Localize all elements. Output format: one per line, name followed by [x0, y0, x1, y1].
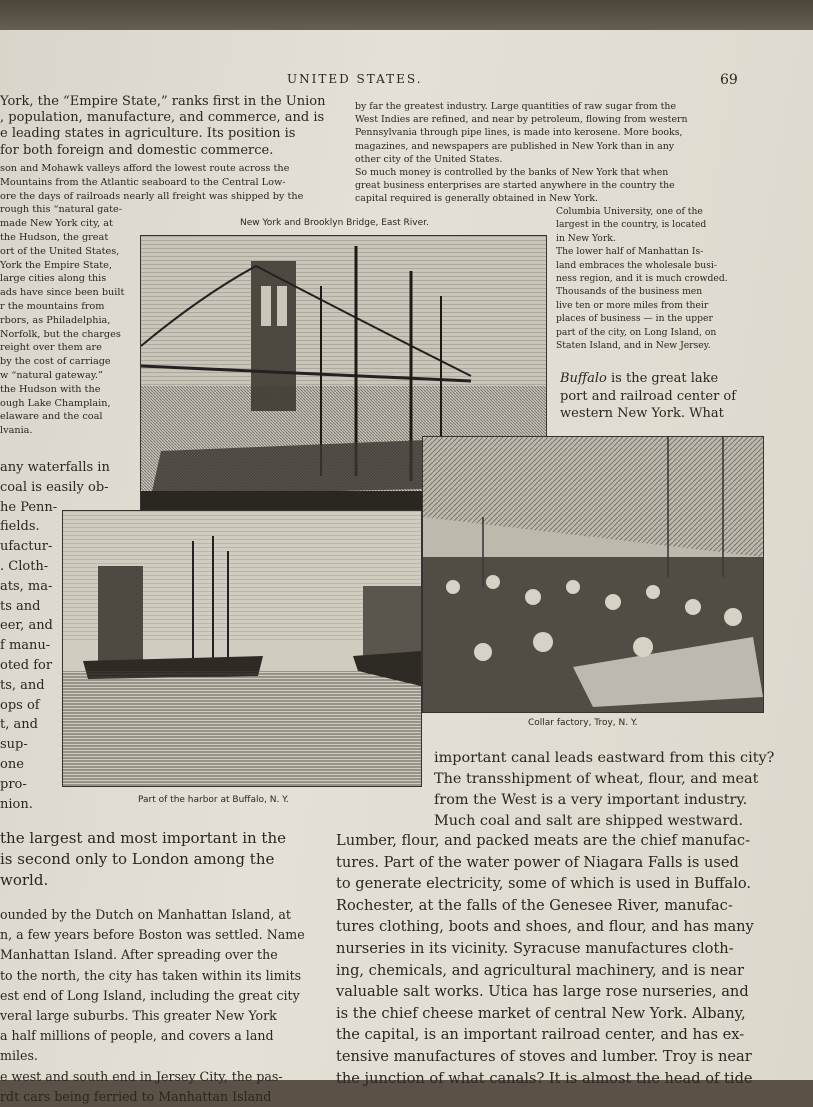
text-line: largest in the country, is located [556, 219, 707, 231]
buffalo-intro [560, 370, 736, 423]
text-line: reight over them are [0, 342, 102, 354]
text-line: ts, and [0, 677, 45, 693]
text-line: elaware and the coal [0, 411, 103, 423]
text-line: pro- [0, 776, 27, 792]
text-line: fields. [0, 519, 40, 535]
text-line: tures clothing, boots and shoes, and flour, and has many [336, 918, 754, 936]
text-line: Pennsylvania through pipe lines, is made into kerosene. More books, [355, 127, 683, 139]
text-line: e west and south end in Jersey City, the pas- [0, 1068, 283, 1084]
text-line: tures. Part of the water power of Niagara Falls is used [336, 853, 739, 871]
text-line: live ten or more miles from their [556, 299, 709, 311]
text-line: Staten Island, and in New Jersey. [556, 340, 711, 352]
text-line: a half millions of people, and covers a land [0, 1028, 274, 1044]
text-line: places of business — in the upper [556, 313, 713, 325]
text-line: York the Empire State, [0, 259, 112, 271]
text-line: ops of [0, 697, 40, 713]
text-line: Lumber, flour, and packed meats are the chief manufac- [336, 832, 751, 849]
text-line: valuable salt works. Utica has large rose nurseries, and [336, 983, 749, 1001]
text-line: nurseries in its vicinity. Syracuse manufactures cloth- [336, 939, 734, 957]
text-line: sup- [0, 737, 28, 753]
text-line: from the West is a very important industry. [434, 792, 748, 808]
right-column-top [355, 100, 688, 206]
text-line: West Indies are refined, and near by petroleum, flowing from western [355, 114, 688, 126]
text-line: n, a few years before Boston was settled. Name [0, 927, 305, 943]
page-number: 69 [720, 72, 738, 88]
text-line: by far the greatest industry. Large quantities of raw sugar from the [355, 101, 677, 112]
right-column-lower [434, 748, 774, 832]
text-line: rough this “natural gate- [0, 204, 123, 216]
text-line: ore the days of railroads nearly all freight was shipped by the [0, 190, 304, 202]
text-line: ads have since been built [0, 287, 125, 299]
left-column-bottom [0, 905, 305, 1107]
text-line: the capital, is an important railroad center, and has ex- [336, 1026, 745, 1044]
running-header: UNITED STATES. [287, 72, 423, 86]
text-line: eer, and [0, 618, 53, 634]
text-line: made New York city, at [0, 218, 113, 230]
text-line: important canal leads eastward from this city? [434, 750, 775, 766]
text-line: in New York. [556, 232, 616, 244]
text-line: he Penn- [0, 499, 58, 515]
text-line: f manu- [0, 638, 51, 654]
text-line: magazines, and newspapers are published in New York than in any [355, 140, 675, 152]
text-line: ort of the United States, [0, 245, 120, 257]
text-line: oted for [0, 657, 53, 673]
collar-factory-caption: Collar factory, Troy, N. Y. [528, 718, 638, 728]
text-line: nion. [0, 796, 33, 812]
text-line: Norfolk, but the charges [0, 328, 121, 340]
text-line: The lower half of Manhattan Is- [556, 246, 704, 258]
text-line: is the chief cheese market of central New York. Albany, [336, 1004, 746, 1022]
left-column-top [0, 94, 325, 159]
text-line: Mountains from the Atlantic seaboard to the Central Low- [0, 176, 286, 188]
text-line: by the cost of carriage [0, 356, 111, 368]
text-line: Rochester, at the falls of the Genesee River, manufac- [336, 896, 733, 914]
text-line: capital required is generally obtained in New York. [355, 193, 599, 205]
text-line: tensive manufactures of stoves and lumber. Troy is near [336, 1047, 752, 1065]
text-line: ness region, and it is much crowded. [556, 273, 728, 285]
text-line: ing, chemicals, and agricultural machinery, and is near [336, 961, 744, 979]
text-line: rbors, as Philadelphia, [0, 314, 111, 326]
text-line: r the mountains from [0, 300, 105, 312]
text-line: The transshipment of wheat, flour, and meat [434, 771, 759, 787]
text-line: part of the city, on Long Island, on [556, 326, 717, 338]
text-line: . Cloth- [0, 558, 49, 574]
bottom-paragraph [336, 830, 754, 1089]
text-line: ough Lake Champlain, [0, 397, 111, 409]
right-column-narrow [556, 205, 728, 352]
text-line: other city of the United States. [355, 153, 503, 165]
text-line: miles. [0, 1048, 38, 1064]
text-line: w “natural gateway.” [0, 369, 103, 381]
text-line: large cities along this [0, 273, 107, 285]
text-line: one [0, 756, 24, 772]
text-line: , population, manufacture, and commerce, and is [0, 110, 325, 126]
text-line: the largest and most important in the [0, 829, 286, 847]
text-line: is second only to London among the [0, 850, 275, 868]
text-line: lvania. [0, 425, 33, 437]
text-line: ufactur- [0, 539, 53, 555]
text-fragment: is the great lake [606, 371, 719, 386]
text-line: ts and [0, 598, 41, 614]
city-name: Buffalo [560, 371, 607, 386]
text-line: to the north, the city has taken within its limits [0, 967, 302, 983]
bridge-caption: New York and Brooklyn Bridge, East River. [240, 218, 429, 228]
text-line: the junction of what canals? It is almost the head of tide [336, 1069, 753, 1087]
text-line: for both foreign and domestic commerce. [0, 142, 274, 158]
text-line: York, the “Empire State,” ranks first in the Union [0, 94, 326, 109]
text-line: land embraces the wholesale busi- [556, 259, 717, 271]
text-line: ats, ma- [0, 578, 53, 594]
text-line: rdt cars being ferried to Manhattan Island [0, 1088, 272, 1104]
text-line: the Hudson with the [0, 383, 101, 395]
text-line: great business enterprises are started anywhere in the country the [355, 180, 675, 192]
text-line [560, 370, 736, 388]
text-line: son and Mohawk valleys afford the lowest route across the [0, 163, 290, 174]
text-line: t, and [0, 717, 38, 733]
text-line: port and railroad center of [560, 388, 737, 404]
text-line: est end of Long Island, including the great city [0, 987, 300, 1003]
text-line: Manhattan Island. After spreading over the [0, 947, 278, 963]
left-column-lower [0, 828, 286, 891]
text-line: western New York. What [560, 406, 724, 421]
text-line: the Hudson, the great [0, 231, 109, 243]
text-line: So much money is controlled by the banks of New York that when [355, 167, 669, 179]
text-line: Columbia University, one of the [556, 206, 703, 217]
text-line: to generate electricity, some of which is used in Buffalo. [336, 875, 752, 893]
text-line: Thousands of the business men [556, 286, 703, 298]
text-line: any waterfalls in [0, 460, 110, 475]
text-line: e leading states in agriculture. Its position is [0, 126, 296, 142]
harbor-caption: Part of the harbor at Buffalo, N. Y. [138, 795, 289, 805]
text-line: coal is easily ob- [0, 479, 109, 495]
text-line: Much coal and salt are shipped westward. [434, 813, 744, 829]
text-line: ounded by the Dutch on Manhattan Island, at [0, 907, 291, 922]
collar-factory-engraving [422, 436, 764, 713]
buffalo-harbor-engraving [62, 510, 422, 787]
text-line: world. [0, 871, 49, 889]
text-line: veral large suburbs. This greater New York [0, 1008, 277, 1024]
